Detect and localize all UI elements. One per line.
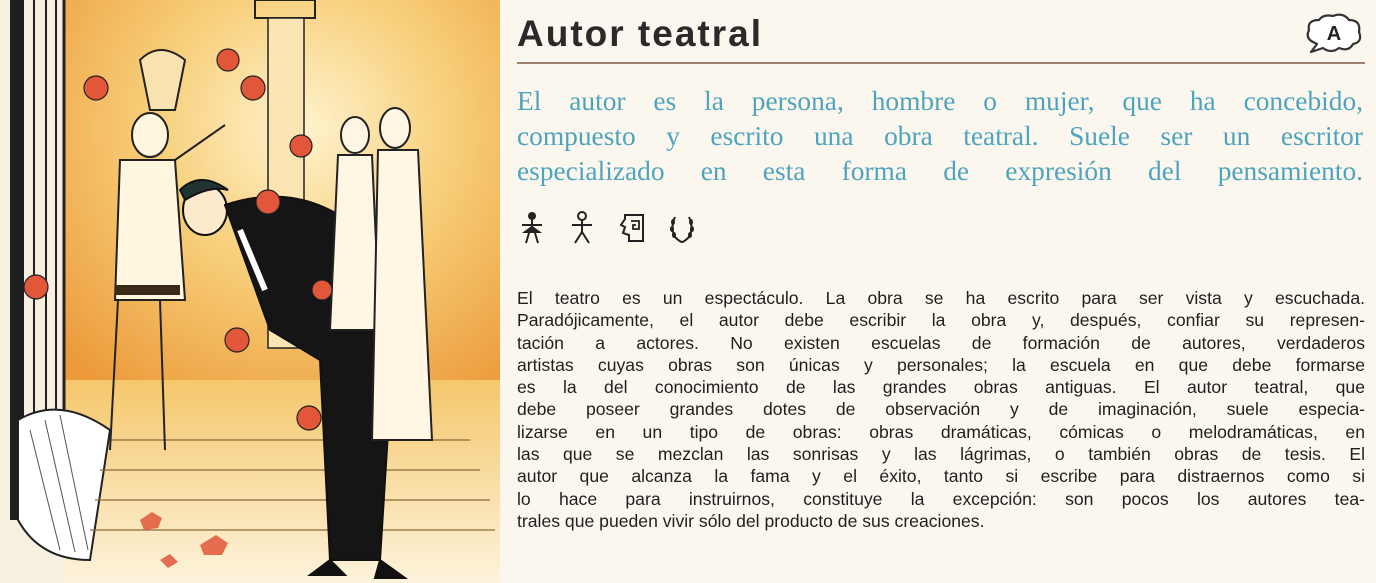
body-line: artistas cuyas obras son únicas y personales; la escuela en que debe formarse xyxy=(517,354,1365,375)
title-divider xyxy=(517,62,1365,64)
body-line: tación a actores. No existen escuelas de formación de autores, verdaderos xyxy=(517,332,1365,353)
body-line: trales que pueden vivir sólo del producto de sus creaciones. xyxy=(517,510,985,531)
lead-line: El autor es la persona, hombre o mujer, que ha concebido, xyxy=(517,86,1363,116)
laurel-wreath-icon xyxy=(667,211,697,245)
body-line: las que se mezclan las sonrisas y las lágrimas, o también obras de tesis. El xyxy=(517,444,1365,465)
lead-line: especializado en esta forma de expresión del pensamiento. xyxy=(517,156,1363,186)
body-paragraph xyxy=(517,287,1365,532)
body-line: Paradójicamente, el autor debe escribir la obra y, después, confiar su represen- xyxy=(517,310,1365,331)
male-figure-icon xyxy=(567,211,597,245)
letter-a-speech-bubble-icon xyxy=(1303,12,1365,56)
body-line: debe poseer grandes dotes de observación y de imaginación, suele especia- xyxy=(517,399,1365,420)
body-line: autor que alcanza la fama y el éxito, tanto si escribe para distraernos como si xyxy=(517,466,1365,487)
thinking-head-icon xyxy=(617,211,647,245)
badge-letter: A xyxy=(1326,23,1342,45)
body-line: es la del conocimiento de las grandes obras antiguas. El autor teatral, que xyxy=(517,377,1365,398)
article-title: Autor teatral xyxy=(517,13,763,54)
lead-paragraph xyxy=(517,84,1363,189)
body-line: lizarse en un tipo de obras: obras dramáticas, cómicas o melodramáticas, en xyxy=(517,421,1365,442)
female-figure-icon xyxy=(517,211,547,245)
body-line: El teatro es un espectáculo. La obra se ha escrito para ser vista y escuchada. xyxy=(517,288,1365,308)
lead-line: compuesto y escrito una obra teatral. Suele ser un escritor xyxy=(517,121,1363,151)
author-bowing-on-stage-image xyxy=(0,0,500,583)
article xyxy=(517,0,1365,583)
body-line: lo hace para instruirnos, constituye la excepción: son pocos los autores tea- xyxy=(517,488,1365,509)
theater-illustration xyxy=(0,0,500,583)
symbol-icons-row xyxy=(517,208,697,248)
